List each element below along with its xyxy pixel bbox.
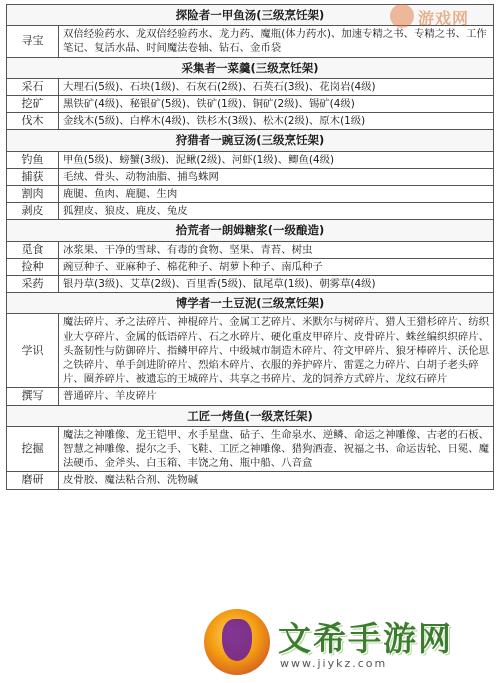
section-header-row xyxy=(7,405,494,426)
item-list: 双倍经验药水、龙双倍经验药水、龙力药、魔瓶(体力药水)、加速专精之书、专精之书、工作笔记、复活水晶、时间魔法卷轴、钻石、金币袋 xyxy=(59,26,494,57)
section-title: 工匠一烤鱼(一级烹饪架) xyxy=(7,405,494,426)
table-row xyxy=(7,388,494,405)
watermark-logo-icon xyxy=(390,4,414,28)
skill-label: 挖矿 xyxy=(7,96,59,113)
watermark-bottom xyxy=(204,607,494,679)
skill-label: 挖掘 xyxy=(7,426,59,472)
item-list: 普通碎片、羊皮碎片 xyxy=(59,388,494,405)
item-list: 鹿腿、鱼肉、鹿腿、生肉 xyxy=(59,186,494,203)
table-body xyxy=(7,5,494,490)
item-list: 魔法碎片、矛之法碎片、神棍碎片、金属工艺碎片、米默尔与树碎片、猎人王猎杉碎片、纺织业大亨碎片、金属的低语碎片、石之水碎片、硬化重皮甲碎片、皮骨碎片、蛛丝编织织碎片、头盔韧性与防御碎片、指鳞甲碎片、中级城市制造木碎片、符文甲碎片、狼牙棒碎片、沃伦思之铁碎片、单手剑进阶碎片、烈焰木碎片、衣服的养护碎片、雷霆之力碎片、白胡子老头碎片、圈养碎片、被遗忘的王城碎片、共享之书碎片、龙的饲养方式碎片、龙纹石碎片 xyxy=(59,314,494,388)
watermark-brand: 文希手游网 xyxy=(278,619,453,658)
table-row xyxy=(7,276,494,293)
watermark-logo-top xyxy=(390,2,494,32)
watermark-url: www.jiykz.com xyxy=(280,657,388,670)
section-title: 拾荒者一朗姆糖浆(一级酿造) xyxy=(7,220,494,241)
table-row xyxy=(7,258,494,275)
table-row xyxy=(7,151,494,168)
job-table xyxy=(6,4,494,490)
skill-label: 采石 xyxy=(7,78,59,95)
skill-label: 钓鱼 xyxy=(7,151,59,168)
table-row xyxy=(7,426,494,472)
table-row xyxy=(7,186,494,203)
skill-label: 捡种 xyxy=(7,258,59,275)
table-row xyxy=(7,314,494,388)
section-title: 探险者一甲鱼汤(三级烹饪架) xyxy=(7,5,494,26)
table-row xyxy=(7,241,494,258)
section-header-row xyxy=(7,57,494,78)
item-list: 魔法之神雕像、龙王铠甲、水手星盘、砧子、生命泉水、逆鳞、命运之神雕像、古老的石板、智慧之神雕像、提尔之手、飞鞋、工匠之神雕像、猎狗酒壶、祝福之书、命运齿轮、日冕、魔法硬币、金斧头、白玉箱、丰饶之角、瓶中船、八音盒 xyxy=(59,426,494,472)
item-list: 皮骨胶、魔法粘合剂、洗物碱 xyxy=(59,472,494,489)
section-header-row xyxy=(7,130,494,151)
document-page xyxy=(6,4,494,490)
table-row xyxy=(7,168,494,185)
item-list: 大理石(5级)、石块(1级)、石灰石(2级)、石英石(3级)、花岗岩(4级) xyxy=(59,78,494,95)
section-header-row xyxy=(7,220,494,241)
skill-label: 学识 xyxy=(7,314,59,388)
watermark-badge-figure xyxy=(222,619,252,661)
section-title: 狩猎者一豌豆汤(三级烹饪架) xyxy=(7,130,494,151)
skill-label: 觅食 xyxy=(7,241,59,258)
table-row xyxy=(7,203,494,220)
skill-label: 采药 xyxy=(7,276,59,293)
skill-label: 磨研 xyxy=(7,472,59,489)
watermark-logo-text: 游戏网 xyxy=(418,9,470,28)
item-list: 银丹草(3级)、艾草(2级)、百里香(5级)、鼠尾草(1级)、朝雾草(4级) xyxy=(59,276,494,293)
section-header-row xyxy=(7,293,494,314)
item-list: 豌豆种子、亚麻种子、棉花种子、胡萝卜种子、南瓜种子 xyxy=(59,258,494,275)
skill-label: 捕获 xyxy=(7,168,59,185)
skill-label: 寻宝 xyxy=(7,26,59,57)
item-list: 狐狸皮、狼皮、鹿皮、兔皮 xyxy=(59,203,494,220)
table-row xyxy=(7,472,494,489)
item-list: 冰浆果、干净的雪球、有毒的食物、坚果、青苔、树虫 xyxy=(59,241,494,258)
skill-label: 剥皮 xyxy=(7,203,59,220)
item-list: 金线木(5级)、白桦木(4级)、铁杉木(3级)、松木(2级)、原木(1级) xyxy=(59,113,494,130)
table-row xyxy=(7,78,494,95)
skill-label: 伐木 xyxy=(7,113,59,130)
section-title: 博学者一土豆泥(三级烹饪架) xyxy=(7,293,494,314)
section-title: 采集者一菜羹(三级烹饪架) xyxy=(7,57,494,78)
table-row xyxy=(7,113,494,130)
skill-label: 割肉 xyxy=(7,186,59,203)
item-list: 甲鱼(5级)、螃蟹(3级)、泥鳅(2级)、河虾(1级)、鲫鱼(4级) xyxy=(59,151,494,168)
skill-label: 撰写 xyxy=(7,388,59,405)
table-row xyxy=(7,96,494,113)
item-list: 黑铁矿(4级)、秘银矿(5级)、铁矿(1级)、铜矿(2级)、锡矿(4级) xyxy=(59,96,494,113)
item-list: 毛绒、骨头、动物油脂、捕鸟蛛网 xyxy=(59,168,494,185)
